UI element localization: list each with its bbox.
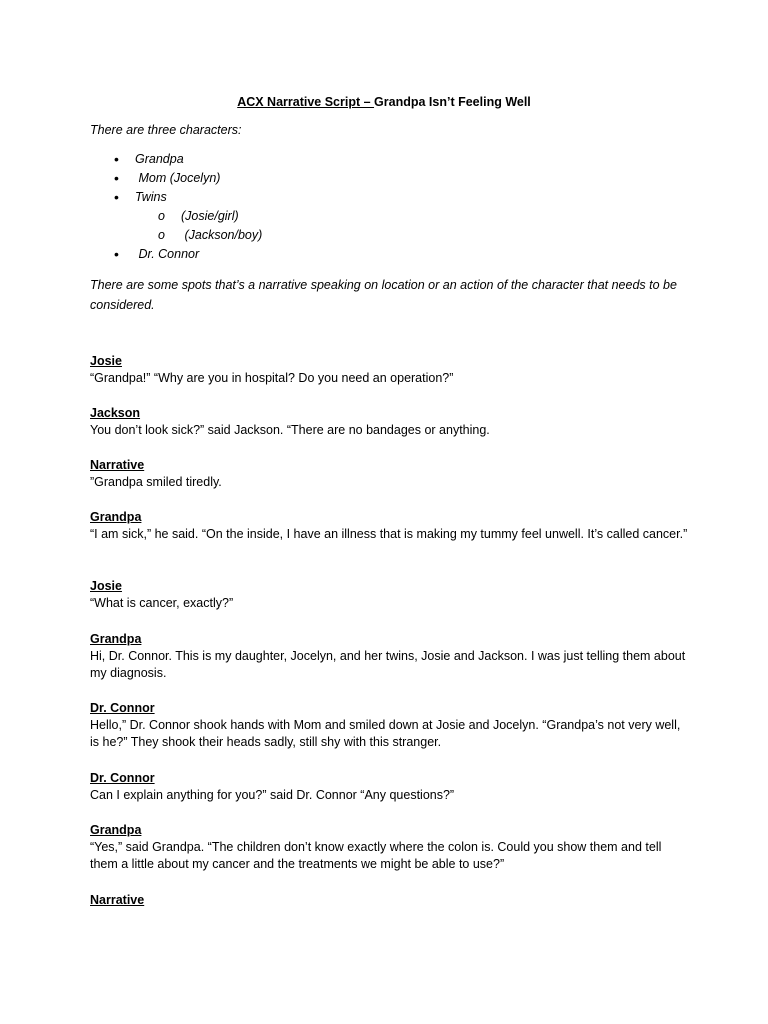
dialogue-block bbox=[90, 509, 690, 543]
title-part-2: Grandpa Isn’t Feeling Well bbox=[374, 95, 531, 109]
bullet-icon: • bbox=[114, 151, 119, 167]
dialogue-line: Can I explain anything for you?” said Dr. Connor “Any questions?” bbox=[90, 788, 455, 802]
dialogue-line: Hi, Dr. Connor. This is my daughter, Jocelyn, and her twins, Josie and Jackson. I was just telling them about my diagnosis. bbox=[90, 649, 686, 680]
character-label: (Jackson/boy) bbox=[181, 228, 263, 242]
speaker-name: Josie bbox=[90, 579, 122, 593]
dialogue-line: ”Grandpa smiled tiredly. bbox=[90, 475, 222, 489]
bullet-icon: • bbox=[114, 246, 119, 262]
bullet-icon: • bbox=[114, 170, 119, 186]
character-label: Twins bbox=[135, 190, 167, 204]
sub-bullet-icon: o bbox=[158, 209, 165, 223]
dialogue-block bbox=[90, 770, 690, 804]
dialogue-block bbox=[90, 457, 690, 491]
dialogue-block bbox=[90, 405, 690, 439]
dialogue-line: “I am sick,” he said. “On the inside, I have an illness that is making my tummy feel unwell. It’s called cancer.” bbox=[90, 527, 688, 541]
dialogue-block bbox=[90, 700, 690, 751]
dialogue-line: “Grandpa!” “Why are you in hospital? Do you need an operation?” bbox=[90, 371, 454, 385]
dialogue-block bbox=[90, 631, 690, 682]
speaker-name: Grandpa bbox=[90, 823, 142, 837]
dialogue-block bbox=[90, 578, 690, 612]
intro-text: There are three characters: bbox=[90, 123, 242, 137]
dialogue-block bbox=[90, 892, 690, 909]
dialogue-line: You don’t look sick?” said Jackson. “There are no bandages or anything. bbox=[90, 423, 490, 437]
document-title bbox=[0, 94, 768, 111]
speaker-name: Jackson bbox=[90, 406, 141, 420]
dialogue-line: Hello,” Dr. Connor shook hands with Mom and smiled down at Josie and Jocelyn. “Grandpa’s not very well, is he?” They shook their heads sadly, still shy with this stranger. bbox=[90, 718, 681, 749]
dialogue-line: “What is cancer, exactly?” bbox=[90, 596, 234, 610]
speaker-name: Josie bbox=[90, 354, 122, 368]
dialogue-line: “Yes,” said Grandpa. “The children don’t know exactly where the colon is. Could you show them and tell them a little about my cancer and the treatments we might be able to use?” bbox=[90, 840, 662, 871]
character-label: Dr. Connor bbox=[135, 247, 200, 261]
character-label: Grandpa bbox=[135, 152, 184, 166]
character-label: Mom (Jocelyn) bbox=[135, 171, 221, 185]
title-part-1: ACX Narrative Script – bbox=[237, 95, 375, 109]
speaker-name: Dr. Connor bbox=[90, 701, 155, 715]
sub-bullet-icon: o bbox=[158, 228, 165, 242]
speaker-name: Narrative bbox=[90, 458, 145, 472]
speaker-name: Narrative bbox=[90, 893, 145, 907]
speaker-name: Dr. Connor bbox=[90, 771, 155, 785]
speaker-name: Grandpa bbox=[90, 510, 142, 524]
dialogue-block bbox=[90, 822, 690, 873]
character-label: (Josie/girl) bbox=[181, 209, 239, 223]
narrative-note: There are some spots that’s a narrative speaking on location or an action of the character that needs to be considered. bbox=[90, 278, 677, 312]
dialogue-block bbox=[90, 353, 690, 387]
bullet-icon: • bbox=[114, 189, 119, 205]
speaker-name: Grandpa bbox=[90, 632, 142, 646]
